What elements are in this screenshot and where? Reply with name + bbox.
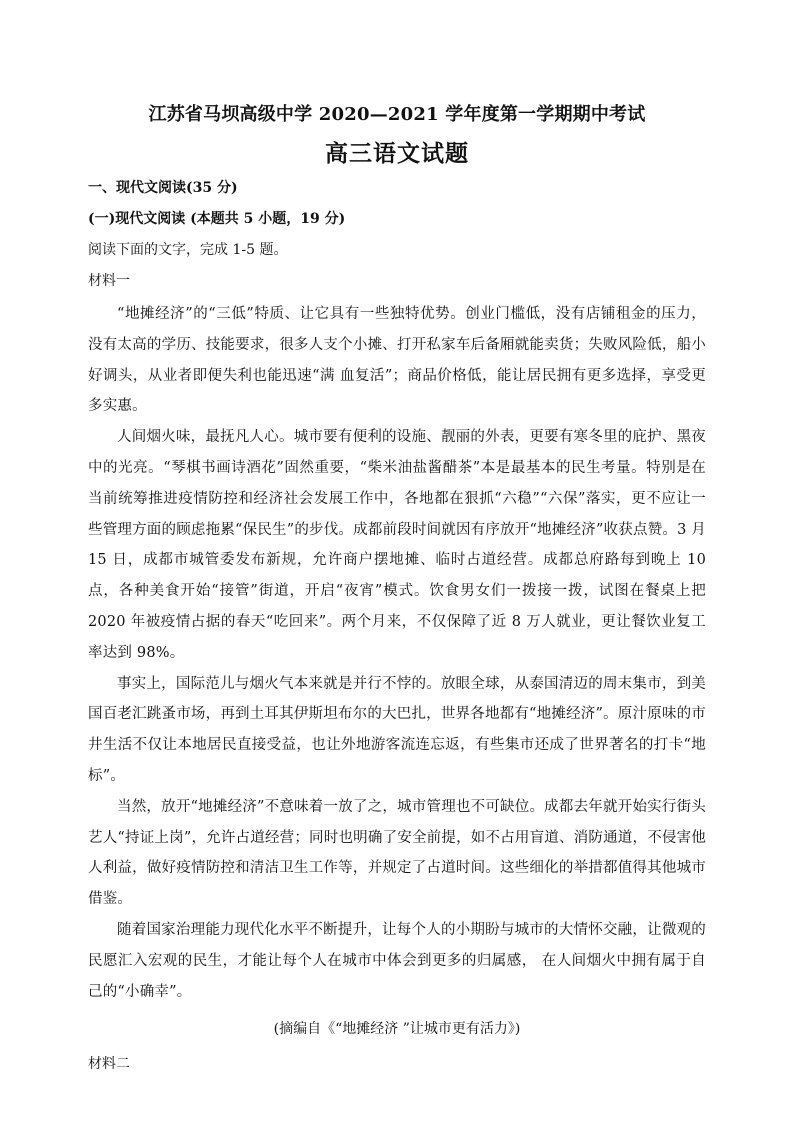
paragraph-5: 随着国家治理能力现代化水平不断提升，让每个人的小期盼与城市的大情怀交融，让微观的民愿汇入宏观的民生，才能让每个人在城市中体会到更多的归属感， 在人间烟火中拥有属于自己的“小确幸”。 <box>88 921 706 1000</box>
source-citation: (摘编自《“地摊经济 ”让城市更有活力》) <box>273 1021 521 1038</box>
material-2-label: 材料二 <box>88 1056 130 1073</box>
paragraph-2: 人间烟火味，最抚凡人心。城市要有便利的设施、靓丽的外表，更要有寒冬里的庇护、黑夜中的光亮。“琴棋书画诗酒花”固然重要，“柴米油盐酱醋茶”本是最基本的民生考量。特别是在当前统筹推进疫情防控和经济社会发展工作中，各地都在狠抓“六稳”“六保”落实，更不应让一些管理方面的顾虑拖累“保民生”的步伐。成都前段时间就因有序放开“地摊经济”收获点赞。3 月 15 日，成都市城管委发布新规，允许商户摆地摊、临时占道经营。成都总府路每到晚上 10 点，各种美食开始“接管”街道，开启“夜宵”模式。饮食男女们一拨接一拨，试图在餐桌上把 2020 年被疫情占据的春天“吃回来”。两个月来，不仅保障了近 8 万人就业，更让餐饮业复工率达到 98%。 <box>88 429 706 661</box>
paragraph-3: 事实上，国际范儿与烟火气本来就是并行不悖的。放眼全球，从泰国清迈的周末集市，到美国百老汇跳蚤市场，再到土耳其伊斯坦布尔的大巴扎，世界各地都有“地摊经济”。原汁原味的市井生活不仅让本地居民直接受益，也让外地游客流连忘返，有些集市还成了世界著名的打卡“地标”。 <box>88 675 706 784</box>
section-heading: 一、现代文阅读(35 分) <box>88 180 238 196</box>
reading-instruction: 阅读下面的文字，完成 1-5 题。 <box>88 242 288 258</box>
paragraph-4: 当然，放开“地摊经济”不意味着一放了之，城市管理也不可缺位。成都去年就开始实行街头艺人“持证上岗”，允许占道经营；同时也明确了安全前提，如不占用盲道、消防通道，不侵害他人利益，做好疫情防控和清洁卫生工作等，并规定了占道时间。这些细化的举措都值得其他城市借鉴。 <box>88 798 706 908</box>
material-1-label: 材料一 <box>88 273 130 289</box>
exam-title: 江苏省马坝高级中学 2020—2021 学年度第一学期期中考试 <box>148 104 646 125</box>
paragraph-1: “地摊经济”的“三低”特质、让它具有一些独特优势。创业门槛低，没有店铺租金的压力，没有太高的学历、技能要求，很多人支个小摊、打开私家车后备厢就能卖货；失败风险低，船小好调头，从业者即便失利也能迅速“满 血复活”；商品价格低，能让居民拥有更多选择，享受更多实惠。 <box>88 306 706 415</box>
exam-subtitle: 高三语文试题 <box>325 140 469 167</box>
subsection-heading: (一)现代文阅读 (本题共 5 小题，19 分) <box>88 211 346 227</box>
